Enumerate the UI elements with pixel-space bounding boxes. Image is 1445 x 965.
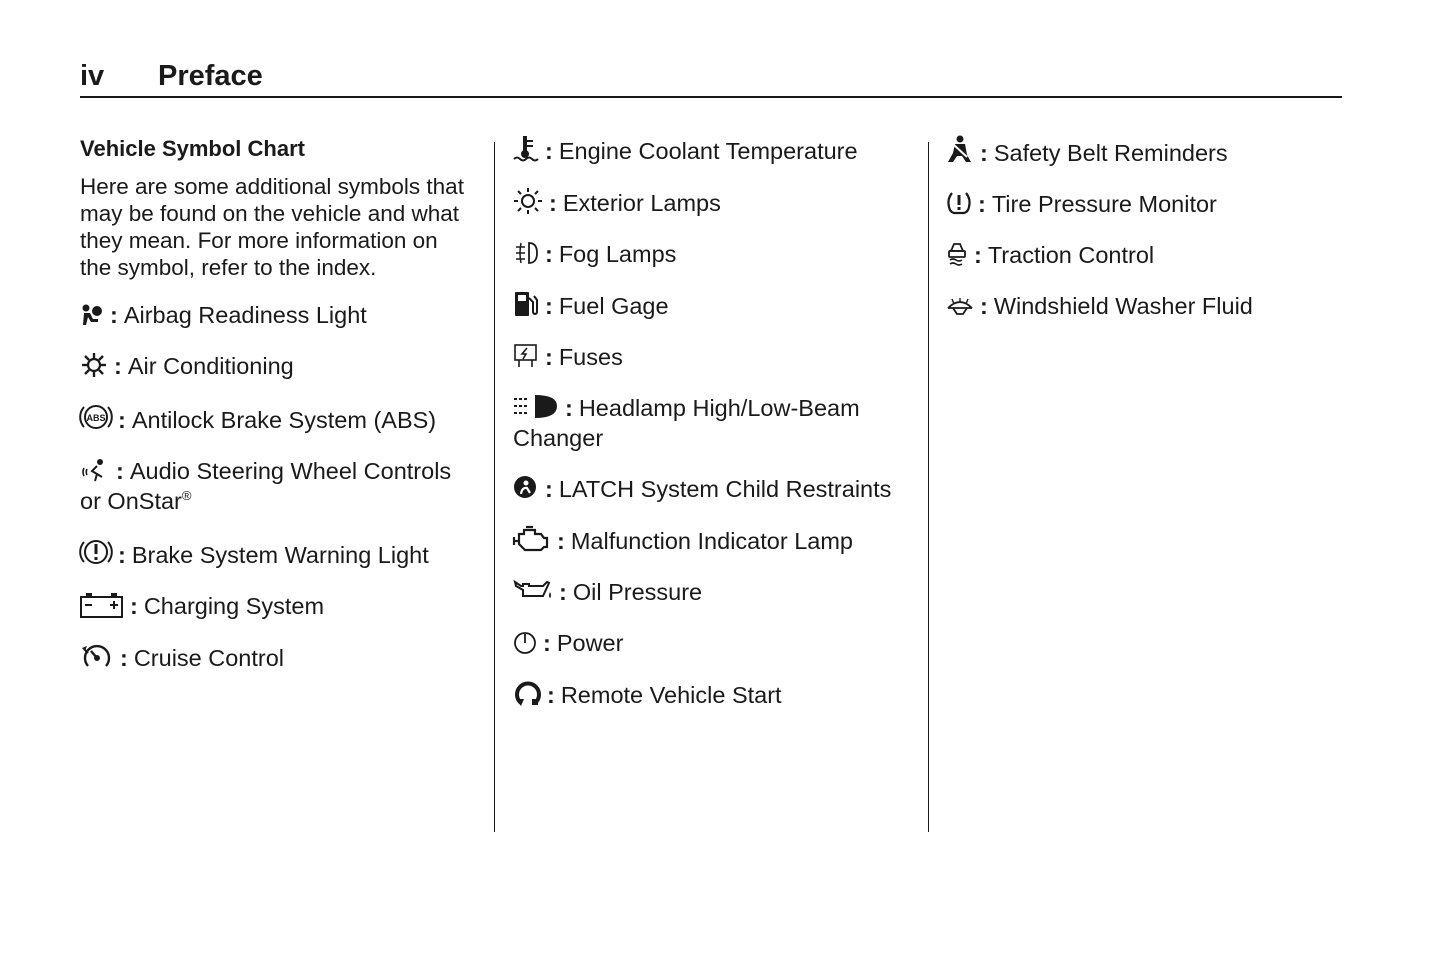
column-1 bbox=[80, 135, 475, 694]
symbol-entry: : Traction Control bbox=[946, 240, 1336, 270]
symbol-entry: : Fuses bbox=[513, 342, 918, 372]
audio-steering-icon bbox=[80, 457, 110, 483]
svg-text:ABS: ABS bbox=[86, 413, 106, 423]
symbol-entry: : Fuel Gage bbox=[513, 290, 918, 321]
fog-lamps-icon bbox=[513, 240, 539, 266]
washer-fluid-icon bbox=[946, 294, 974, 318]
symbol-entry: : Brake System Warning Light bbox=[80, 537, 475, 570]
page-title: Preface bbox=[158, 60, 263, 92]
safety-belt-icon bbox=[946, 135, 974, 165]
fuses-icon bbox=[513, 343, 539, 369]
page-header bbox=[80, 58, 1342, 98]
brake-warning-icon bbox=[80, 537, 112, 567]
symbol-entry: : Remote Vehicle Start bbox=[513, 679, 918, 710]
battery-icon bbox=[80, 592, 124, 618]
coolant-temperature-icon bbox=[513, 135, 539, 163]
symbol-entry: : Tire Pressure Monitor bbox=[946, 189, 1336, 219]
symbol-entry: : Malfunction Indicator Lamp bbox=[513, 525, 918, 556]
section-title: Vehicle Symbol Chart bbox=[80, 136, 305, 161]
airbag-icon bbox=[80, 303, 104, 327]
column-3 bbox=[946, 135, 1336, 342]
headlamp-beam-icon bbox=[513, 394, 559, 420]
power-icon bbox=[513, 631, 537, 655]
symbol-entry: : Cruise Control bbox=[80, 642, 475, 673]
page-number: iv bbox=[80, 60, 105, 92]
symbol-entry: : Power bbox=[513, 628, 918, 658]
air-conditioning-icon bbox=[80, 352, 108, 378]
symbol-entry: : Air Conditioning bbox=[80, 351, 475, 381]
symbol-entry: : Headlamp High/Low-Beam Changer bbox=[513, 395, 860, 451]
symbol-entry: : Exterior Lamps bbox=[513, 187, 918, 218]
tire-pressure-icon bbox=[946, 190, 972, 216]
symbol-entry: : Charging System bbox=[80, 591, 475, 621]
latch-child-restraint-icon bbox=[513, 475, 539, 501]
symbol-entry: : Windshield Washer Fluid bbox=[946, 291, 1336, 321]
oil-pressure-icon bbox=[513, 578, 553, 604]
symbol-entry: : Airbag Readiness Light bbox=[80, 300, 475, 330]
symbol-entry: : LATCH System Child Restraints bbox=[513, 474, 918, 504]
exterior-lamps-icon bbox=[513, 187, 543, 215]
column-divider-2 bbox=[928, 142, 929, 832]
abs-icon bbox=[80, 402, 112, 432]
fuel-gage-icon bbox=[513, 290, 539, 318]
traction-control-icon bbox=[946, 241, 968, 267]
symbol-entry: : Oil Pressure bbox=[513, 577, 918, 607]
symbol-entry: : Fog Lamps bbox=[513, 239, 918, 269]
column-divider-1 bbox=[494, 142, 495, 832]
symbol-entry: : Safety Belt Reminders bbox=[946, 135, 1336, 168]
symbol-entry: : Audio Steering Wheel Controls or OnStar® bbox=[80, 458, 452, 514]
engine-malfunction-icon bbox=[513, 525, 551, 553]
remote-start-icon bbox=[513, 679, 541, 707]
section-intro: Here are some additional symbols that may be found on the vehicle and what they mean. For more information on the symbol, refer to the index. bbox=[80, 174, 464, 280]
symbol-entry: : Engine Coolant Temperature bbox=[513, 135, 918, 166]
column-2 bbox=[513, 135, 918, 731]
symbol-entry: ABS : Antilock Brake System (ABS) bbox=[80, 402, 475, 435]
cruise-control-icon bbox=[80, 642, 114, 670]
